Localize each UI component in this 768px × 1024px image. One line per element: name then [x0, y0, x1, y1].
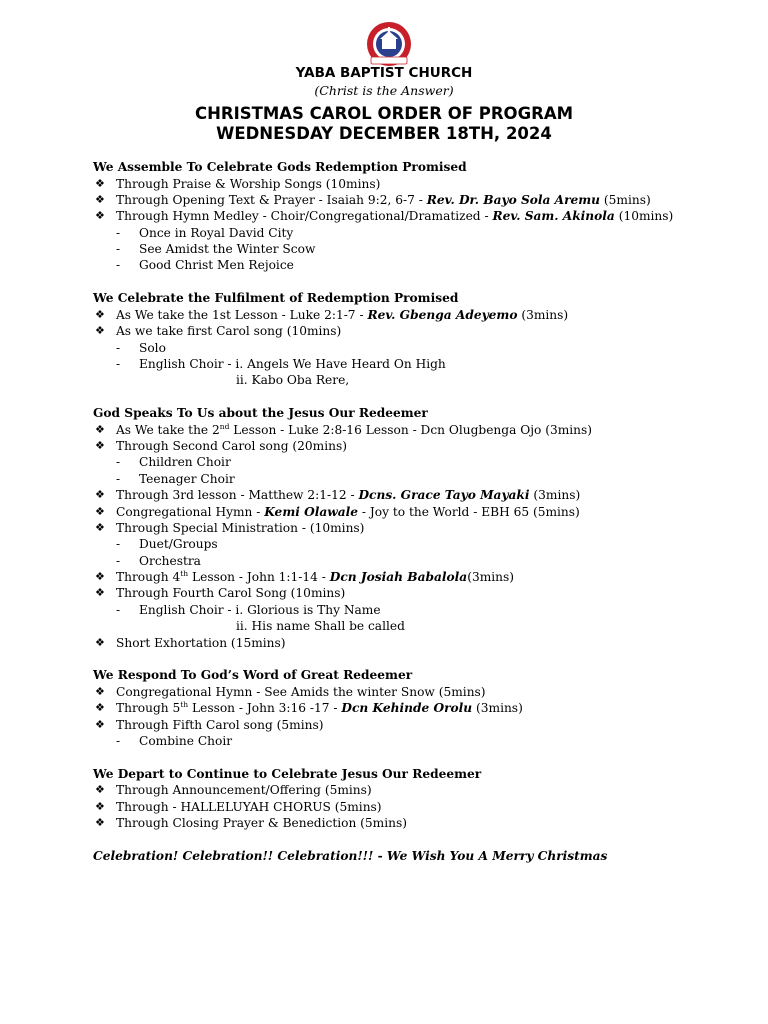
item-text: Once in Royal David City: [139, 225, 294, 240]
diamond-bullet-icon: ❖: [95, 422, 105, 436]
dash-marker: -: [116, 225, 121, 240]
ordinal-suffix: th: [180, 700, 189, 710]
section-spacer: [93, 750, 733, 766]
bullet-item: [93, 799, 733, 815]
section-heading: God Speaks To Us about the Jesus Our Redeemer: [93, 406, 428, 421]
item-text: Through Closing Prayer & Benediction (5mins): [116, 816, 408, 831]
sub-item: [93, 471, 733, 487]
bullet-item: [93, 438, 733, 454]
item-text: Through Fourth Carol Song (10mins): [116, 586, 346, 601]
bullet-item: [93, 717, 733, 733]
item-text: Duet/Groups: [139, 537, 218, 552]
item-text: Through 3rd lesson - Matthew 2:1-12 -: [116, 488, 359, 503]
item-text: Short Exhortation (15mins): [116, 635, 286, 650]
section-heading: We Assemble To Celebrate Gods Redemption Promised: [93, 160, 467, 174]
item-text: ii. Kabo Oba Rere,: [236, 373, 350, 388]
item-text: As we take first Carol song (10mins): [116, 324, 342, 339]
bullet-item: [93, 208, 733, 224]
diamond-bullet-icon: ❖: [95, 717, 105, 731]
program-date: WEDNESDAY DECEMBER 18TH, 2024: [216, 124, 552, 143]
item-text: (5mins): [600, 192, 651, 207]
item-text: Good Christ Men Rejoice: [139, 258, 294, 273]
item-text: (10mins): [614, 209, 674, 224]
item-text: Lesson - John 1:1-14 -: [188, 570, 330, 585]
item-text: Through 4: [116, 570, 181, 585]
diamond-bullet-icon: ❖: [95, 438, 105, 452]
sub-item: [93, 241, 733, 257]
bullet-item: [93, 520, 733, 536]
item-text: Through Announcement/Offering (5mins): [116, 783, 372, 798]
item-text: As We take the 1st Lesson - Luke 2:1-7 -: [116, 307, 368, 322]
diamond-bullet-icon: ❖: [95, 701, 105, 715]
minister-name: Dcn Kehinde Orolu: [341, 701, 473, 716]
bullet-item: [93, 504, 733, 520]
item-text: Solo: [139, 340, 166, 355]
bullet-item: [93, 684, 733, 700]
dash-marker: -: [116, 471, 121, 486]
minister-name: Dcns. Grace Tayo Mayaki: [358, 488, 530, 503]
item-text: Children Choir: [139, 455, 231, 470]
dash-marker: -: [116, 537, 121, 552]
diamond-bullet-icon: ❖: [95, 192, 105, 206]
item-text: Lesson - John 3:16 -17 -: [188, 701, 342, 716]
minister-name: Rev. Dr. Bayo Sola Aremu: [426, 192, 601, 207]
sub-item: [93, 553, 733, 569]
item-text: Combine Choir: [139, 734, 233, 749]
dash-marker: -: [116, 455, 121, 470]
program-title: CHRISTMAS CAROL ORDER OF PROGRAM: [194, 104, 574, 123]
diamond-bullet-icon: ❖: [95, 799, 105, 813]
section-spacer: [93, 651, 733, 667]
ordinal-suffix: th: [180, 569, 189, 579]
bullet-item: [93, 815, 733, 831]
bullet-item: [93, 782, 733, 798]
closing-message: Celebration! Celebration!! Celebration!!! - We Wish You A Merry Christmas: [93, 848, 608, 863]
dash-marker: -: [116, 242, 121, 257]
item-text: ii. His name Shall be called: [236, 619, 405, 634]
diamond-bullet-icon: ❖: [95, 324, 105, 338]
item-text: Through Special Ministration - (10mins): [116, 520, 365, 535]
section-spacer: [93, 832, 733, 848]
dash-marker: -: [116, 602, 121, 617]
diamond-bullet-icon: ❖: [95, 307, 105, 321]
diamond-bullet-icon: ❖: [95, 176, 105, 190]
dash-marker: -: [116, 734, 121, 749]
church-name: YABA BAPTIST CHURCH: [295, 65, 473, 81]
item-text: Congregational Hymn -: [116, 504, 265, 519]
bullet-item: [93, 569, 733, 585]
diamond-bullet-icon: ❖: [95, 570, 105, 584]
item-text: Through Opening Text & Prayer - Isaiah 9:2, 6-7 -: [116, 192, 427, 207]
sub-item: [93, 257, 733, 273]
item-text: Through Second Carol song (20mins): [116, 438, 347, 453]
dash-marker: -: [116, 553, 121, 568]
diamond-bullet-icon: ❖: [95, 504, 105, 518]
item-text: English Choir - i. Angels We Have Heard On High: [139, 356, 446, 371]
diamond-bullet-icon: ❖: [95, 635, 105, 649]
sub-item: [93, 356, 733, 372]
ordinal-suffix: nd: [219, 421, 230, 431]
item-text: Congregational Hymn - See Amids the winter Snow (5mins): [116, 684, 486, 699]
sub-item: [93, 602, 733, 618]
item-text: As We take the 2: [116, 422, 220, 437]
diamond-bullet-icon: ❖: [95, 586, 105, 600]
item-text: English Choir - i. Glorious is Thy Name: [139, 602, 381, 617]
dash-marker: -: [116, 356, 121, 371]
bullet-item: [93, 192, 733, 208]
bullet-item: [93, 487, 733, 503]
sub-item: [93, 225, 733, 241]
dash-marker: -: [116, 258, 121, 273]
bullet-item: [93, 323, 733, 339]
bullet-item: [93, 700, 733, 716]
item-text: Through Hymn Medley - Choir/Congregational/Dramatized -: [116, 209, 493, 224]
sub-item-continuation: [93, 372, 733, 388]
section-heading: We Celebrate the Fulfilment of Redemption Promised: [93, 291, 459, 306]
dash-marker: -: [116, 340, 121, 355]
item-text: Orchestra: [139, 553, 201, 568]
diamond-bullet-icon: ❖: [95, 684, 105, 698]
sub-item: [93, 536, 733, 552]
bullet-item: [93, 176, 733, 192]
item-text: (3mins): [472, 701, 523, 716]
section-heading: We Respond To God’s Word of Great Redeemer: [93, 668, 413, 683]
program-body: [93, 159, 733, 864]
diamond-bullet-icon: ❖: [95, 816, 105, 830]
diamond-bullet-icon: ❖: [95, 520, 105, 534]
item-text: See Amidst the Winter Scow: [139, 242, 316, 257]
bullet-item: [93, 635, 733, 651]
item-text: Lesson - Luke 2:8-16 Lesson - Dcn Olugbenga Ojo (3mins): [229, 422, 593, 437]
section-spacer: [93, 389, 733, 405]
sub-item: [93, 340, 733, 356]
item-text: Through 5: [116, 701, 181, 716]
sub-item: [93, 454, 733, 470]
diamond-bullet-icon: ❖: [95, 209, 105, 223]
minister-name: Dcn Josiah Babalola: [329, 570, 468, 585]
church-motto: (Christ is the Answer): [314, 83, 454, 98]
item-text: (3mins): [517, 307, 569, 322]
minister-name: Rev. Gbenga Adeyemo: [367, 307, 518, 322]
bullet-item: [93, 422, 733, 438]
item-text: - Joy to the World - EBH 65 (5mins): [358, 504, 580, 519]
minister-name: Rev. Sam. Akinola: [492, 209, 615, 224]
section-spacer: [93, 274, 733, 290]
item-text: Through Praise & Worship Songs (10mins): [116, 176, 381, 191]
diamond-bullet-icon: ❖: [95, 783, 105, 797]
item-text: Through - HALLELUYAH CHORUS (5mins): [116, 799, 382, 814]
item-text: Through Fifth Carol song (5mins): [116, 717, 324, 732]
minister-name: Kemi Olawale: [264, 504, 358, 519]
item-text: (3mins): [467, 570, 515, 585]
item-text: Teenager Choir: [139, 471, 235, 486]
bullet-item: [93, 307, 733, 323]
diamond-bullet-icon: ❖: [95, 488, 105, 502]
bullet-item: [93, 585, 733, 601]
item-text: (3mins): [529, 488, 581, 503]
sub-item: [93, 733, 733, 749]
church-logo: [364, 20, 414, 70]
sub-item-continuation: [93, 618, 733, 634]
section-heading: We Depart to Continue to Celebrate Jesus Our Redeemer: [93, 766, 482, 781]
